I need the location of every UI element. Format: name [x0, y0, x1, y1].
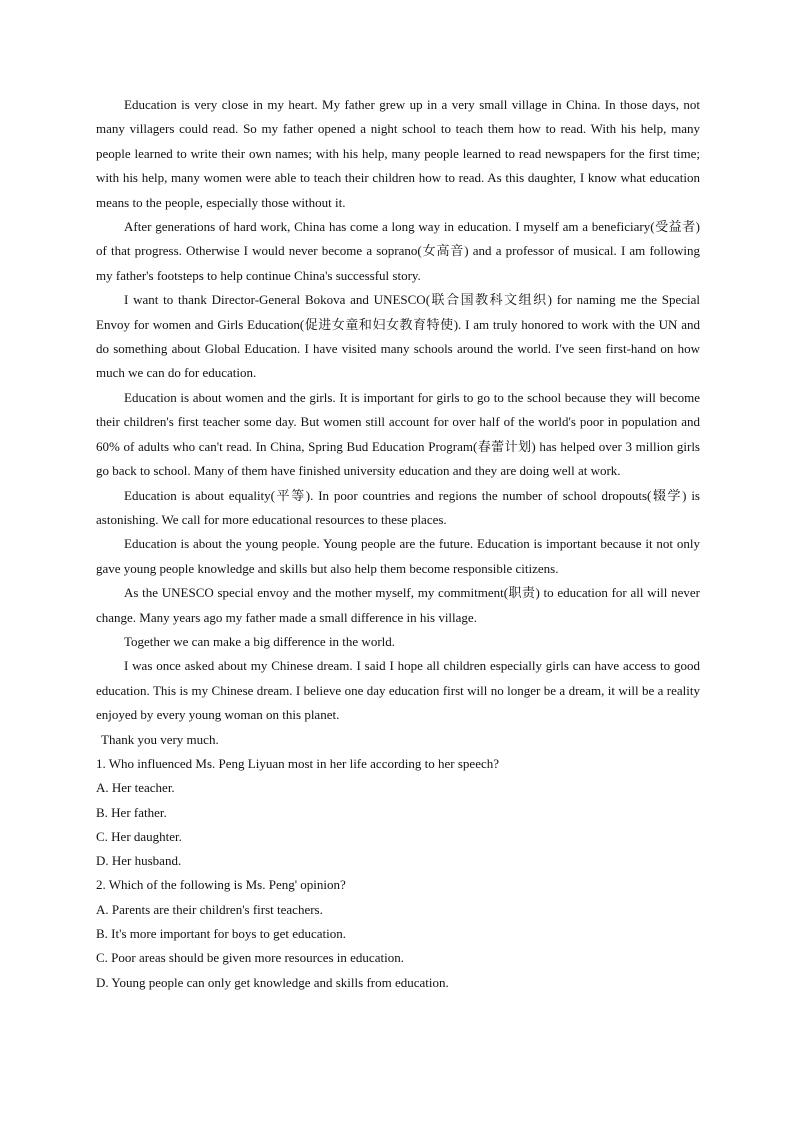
passage-paragraph: I was once asked about my Chinese dream. I said I hope all children especially girls can have access to good education. This is my Chinese dream. I believe one day education first will no longer be a dream, it will be a reality enjoyed by every young woman on this planet. [96, 658, 700, 723]
answer-option[interactable]: D. Her husband. [96, 853, 182, 869]
answer-option[interactable]: A. Parents are their children's first teachers. [96, 901, 323, 917]
question-stem: 1. Who influenced Ms. Peng Liyuan most in her life according to her speech? [96, 755, 500, 771]
answer-option[interactable]: C. Poor areas should be given more resources in education. [96, 950, 404, 966]
answer-option[interactable]: C. Her daughter. [96, 828, 182, 844]
passage-paragraph: Education is about women and the girls. It is important for girls to go to the school because they will become their children's first teacher some day. But women still account for over half of the world's poor in population and 60% of adults who can't read. In China, Spring Bud Education Program(春蕾计划) has helped over 3 million girls go back to school. Many of them have finished university education and they are doing well at work. [96, 389, 700, 479]
passage-paragraph: As the UNESCO special envoy and the mother myself, my commitment(职责) to education for all will never change. Many years ago my father made a small difference in his village. [96, 585, 700, 625]
passage [96, 93, 700, 752]
passage-closing: Thank you very much. [101, 731, 219, 747]
passage-paragraph: Together we can make a big difference in the world. [124, 633, 396, 649]
passage-paragraph: Education is about equality(平等). In poor countries and regions the number of school dropouts(辍学) is astonishing. We call for more educational resources to these places. [96, 487, 700, 527]
passage-paragraph: I want to thank Director-General Bokova and UNESCO(联合国教科文组织) for naming me the Special Envoy for women and Girls Education(促进女童和妇女教育特使). I am truly honored to work with the UN and do something about Global Education. I have visited many schools around the world. I've seen first-hand on how much we can do for education. [96, 292, 700, 381]
answer-option[interactable]: A. Her teacher. [96, 780, 175, 796]
document-page [96, 93, 700, 995]
question-1 [96, 752, 700, 873]
answer-option[interactable]: B. It's more important for boys to get education. [96, 926, 347, 942]
passage-paragraph: Education is about the young people. Young people are the future. Education is important because it not only gave young people knowledge and skills but also help them become responsible citizens. [96, 536, 700, 576]
passage-paragraph: Education is very close in my heart. My father grew up in a very small village in China. In those days, not many villagers could read. So my father opened a night school to teach them how to read. With his help, many people learned to write their own names; with his help, many people learned to read newspapers for the first time; with his help, many women were able to teach their children how to read. As this daughter, I know what education means to the people, especially those without it. [96, 97, 700, 210]
question-2 [96, 873, 700, 994]
answer-option[interactable]: D. Young people can only get knowledge and skills from education. [96, 974, 449, 990]
passage-paragraph: After generations of hard work, China has come a long way in education. I myself am a beneficiary(受益者) of that progress. Otherwise I would never become a soprano(女高音) and a professor of musical. I am following my father's footsteps to help continue China's successful story. [96, 219, 700, 283]
answer-option[interactable]: B. Her father. [96, 804, 167, 820]
question-stem: 2. Which of the following is Ms. Peng' opinion? [96, 877, 346, 893]
